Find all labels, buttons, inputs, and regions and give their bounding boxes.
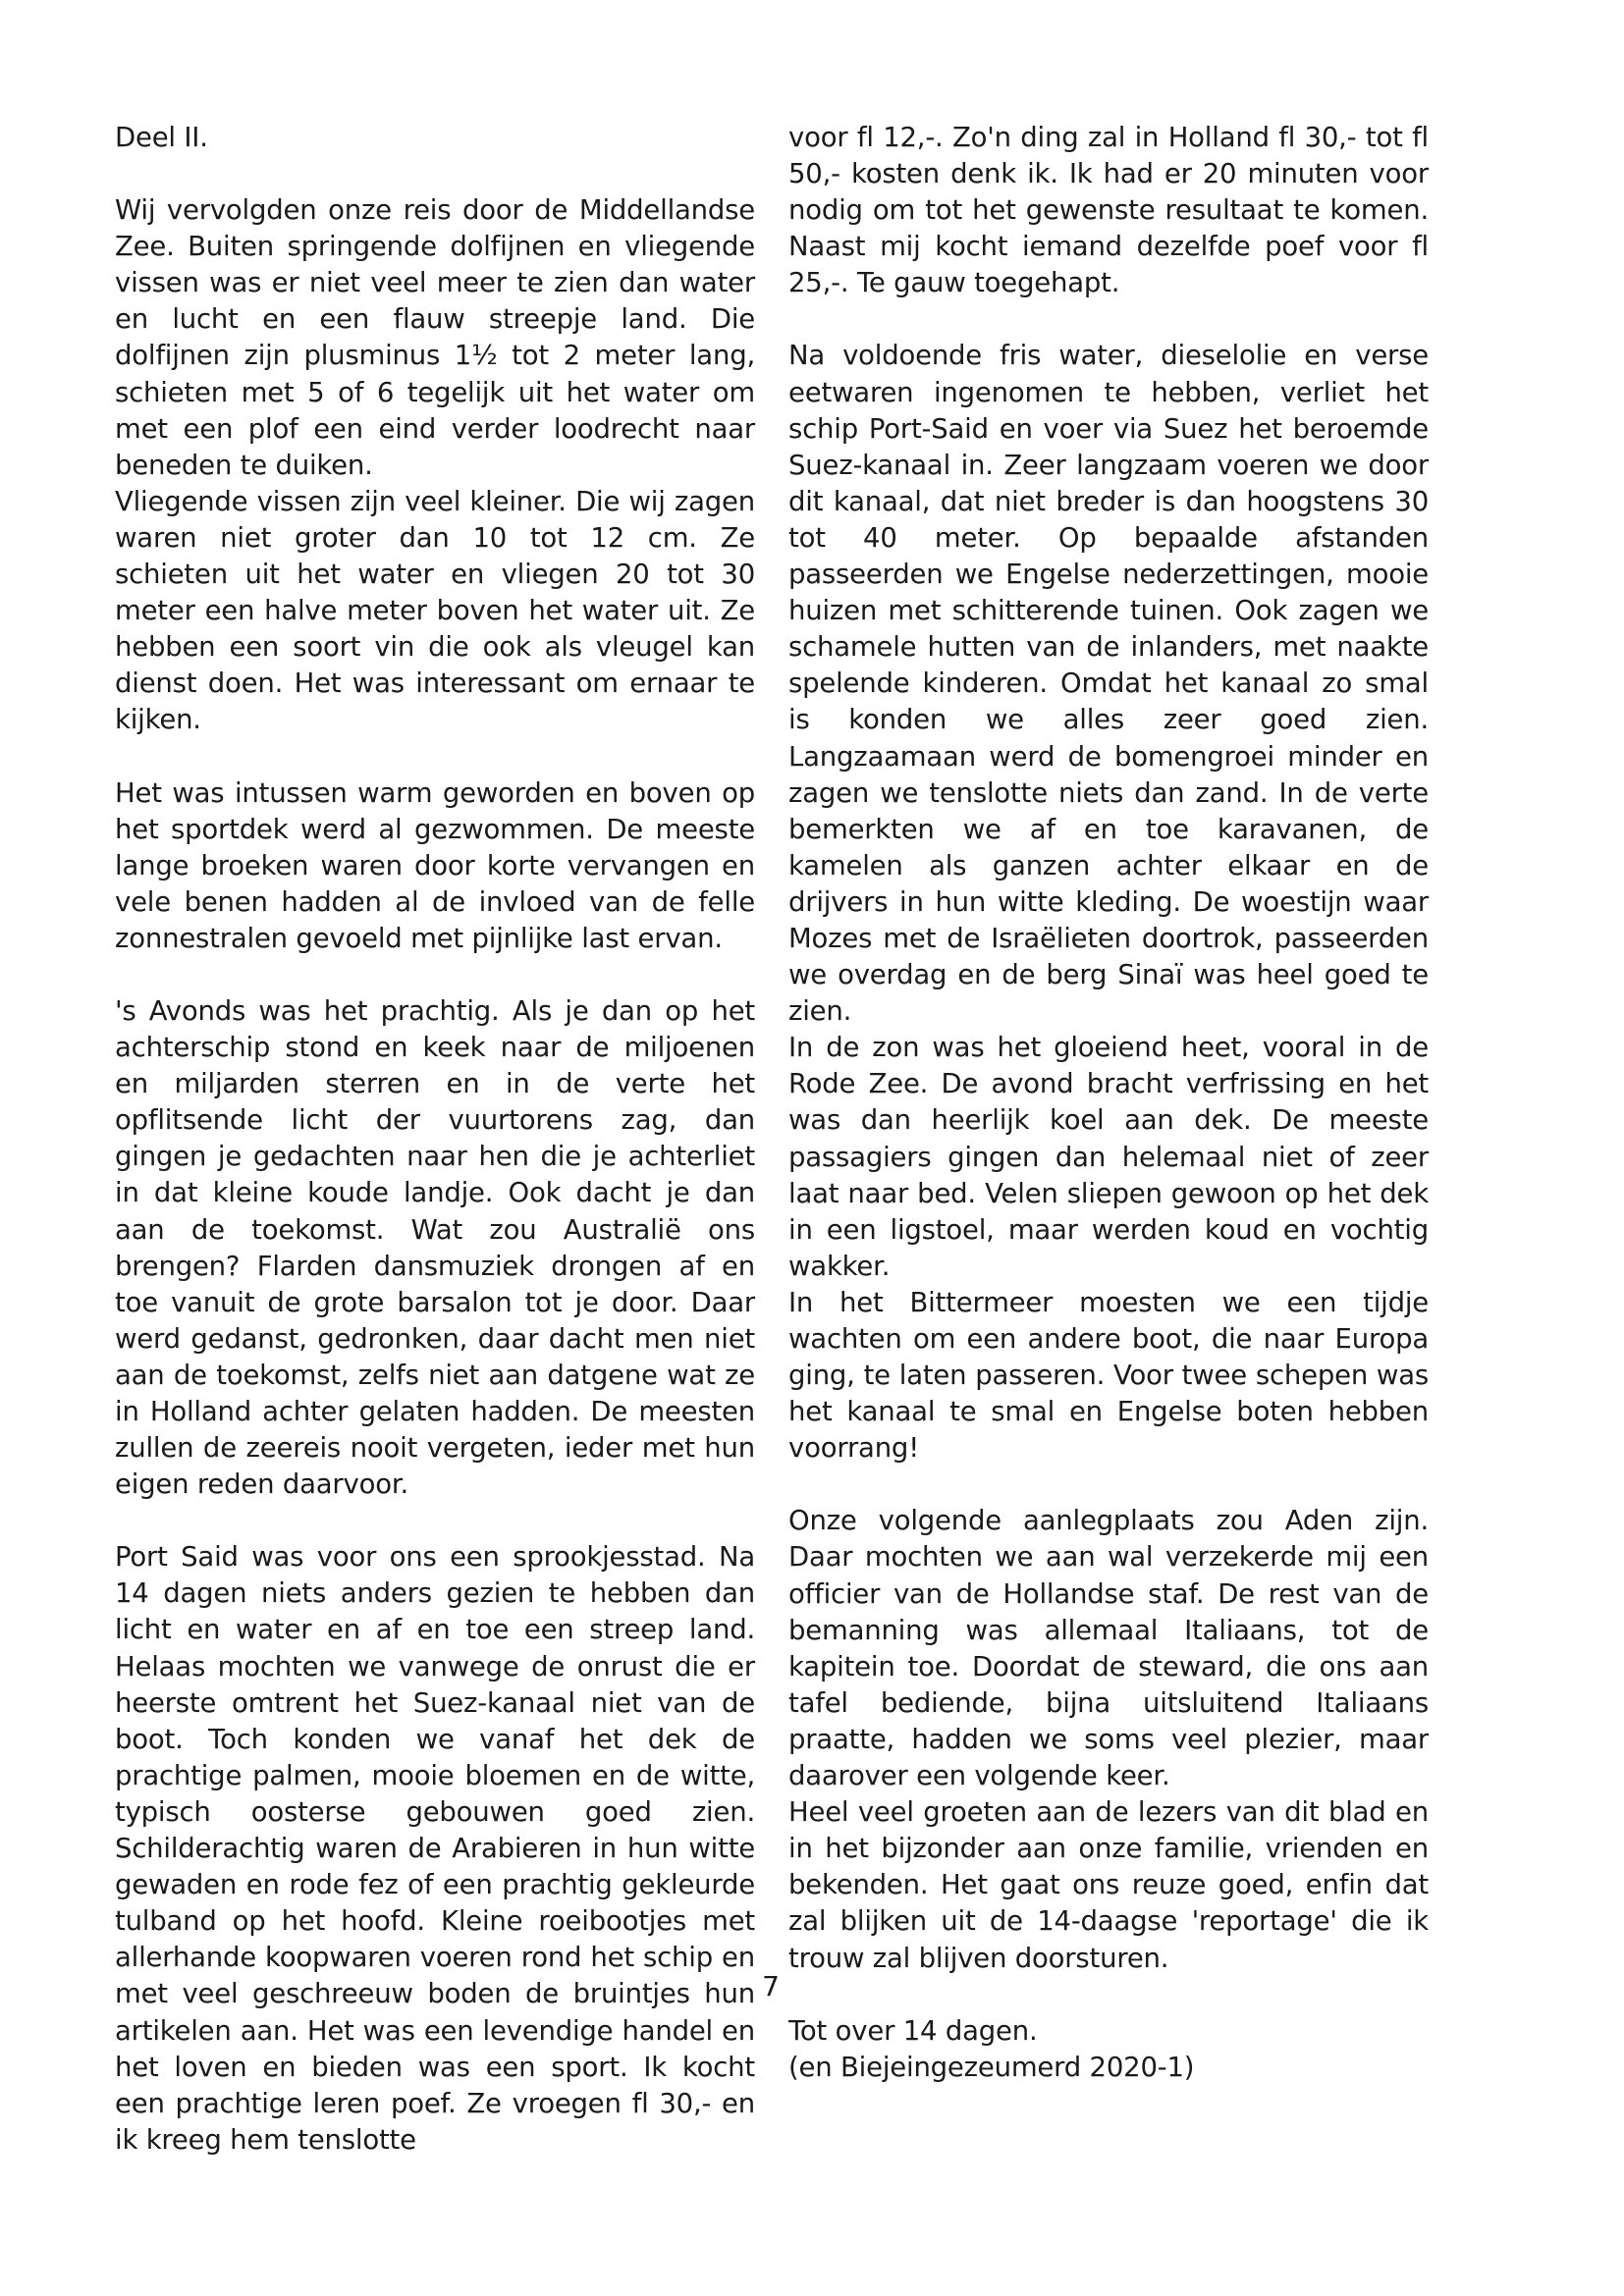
paragraph: (en Biejeingezeumerd 2020-1) <box>788 2051 1195 2083</box>
paragraph: 's Avonds was het prachtig. Als je dan op het achterschip stond en keek naar de miljoenen en miljarden sterren en in de verte het opflitsende licht der vuurtorens zag, dan gingen je gedachten naar hen die je achterliet in dat kleine koude landje. Ook dacht je dan aan de toekomst. Wat zou Australië ons brengen? Flarden dansmuziek drongen af en toe vanuit de grote barsalon tot je door. Daar werd gedanst, gedronken, daar dacht men niet aan de toekomst, zelfs niet aan datgene wat ze in Holland achter gelaten hadden. De meesten zullen de zeereis nooit vergeten, ieder met hun eigen reden daarvoor. <box>115 994 755 1501</box>
paragraph: Wij vervolgden onze reis door de Middellandse Zee. Buiten springende dolfijnen en vliegende vissen was er niet veel meer te zien dan water en lucht en een flauw streepje land. Die dolfijnen zijn plusminus 1½ tot 2 meter lang, schieten met 5 of 6 tegelijk uit het water om met een plof een eind verder loodrecht naar beneden te duiken. <box>115 194 755 481</box>
paragraph: Na voldoende fris water, dieselolie en verse eetwaren ingenomen te hebben, verliet het schip Port-Said en voer via Suez het beroemde Suez-kanaal in. Zeer langzaam voeren we door dit kanaal, dat niet breder is dan hoogstens 30 tot 40 meter. Op bepaalde afstanden passeerden we Engelse nederzettingen, mooie huizen met schitterende tuinen. Ook zagen we schamele hutten van de inlanders, met naakte spelende kinderen. Omdat het kanaal zo smal is konden we alles zeer goed zien. Langzaamaan werd de bomengroei minder en zagen we tenslotte niets dan zand. In de verte bemerkten we af en toe karavanen, de kamelen als ganzen achter elkaar en de drijvers in hun witte kleding. De woestijn waar Mozes met de Israëlieten doortrok, passeerden we overdag en de berg Sinaï was heel goed te zien. <box>788 340 1429 1028</box>
paragraph: In het Bittermeer moesten we een tijdje wachten om een andere boot, die naar Europa ging, te laten passeren. Voor twee schepen was het kanaal te smal en Engelse boten hebben voorrang! <box>788 1286 1429 1465</box>
paragraph: In de zon was het gloeiend heet, vooral in de Rode Zee. De avond bracht verfrissing en het was dan heerlijk koel aan dek. De meeste passagiers gingen dan helemaal niet of zeer laat naar bed. Velen sliepen gewoon op het dek in een ligstoel, maar werden koud en vochtig wakker. <box>788 1032 1429 1282</box>
paragraph: Tot over 14 dagen. <box>788 2014 1038 2047</box>
page-number: 7 <box>762 1970 780 2002</box>
right-text-column <box>788 120 1429 2086</box>
paragraph: Heel veel groeten aan de lezers van dit blad en in het bijzonder aan onze familie, vrienden en bekenden. Het gaat ons reuze goed, enfin dat zal blijken uit de 14-daagse 'reportage' die ik trouw zal blijven doorsturen. <box>788 1796 1429 1974</box>
paragraph: Vliegende vissen zijn veel kleiner. Die wij zagen waren niet groter dan 10 tot 12 cm. Ze schieten uit het water en vliegen 20 tot 30 meter een halve meter boven het water uit. Ze hebben een soort vin die ook als vleugel kan dienst doen. Het was interessant om ernaar te kijken. <box>115 485 755 736</box>
paragraph: Onze volgende aanlegplaats zou Aden zijn. Daar mochten we aan wal verzekerde mij een officier van de Hollandse staf. De rest van de bemanning was allemaal Italiaans, tot de kapitein toe. Doordat de steward, die ons aan tafel bediende, bijna uitsluitend Italiaans praatte, hadden we soms veel plezier, maar daarover een volgende keer. <box>788 1505 1429 1792</box>
paragraph: voor fl 12,-. Zo'n ding zal in Holland fl 30,- tot fl 50,- kosten denk ik. Ik had er 20 minuten voor nodig om tot het gewenste resultaat te komen. Naast mij kocht iemand dezelfde poef voor fl 25,-. Te gauw toegehapt. <box>788 122 1429 299</box>
paragraph: Het was intussen warm geworden en boven op het sportdek werd al gezwommen. De meeste lange broeken waren door korte vervangen en vele benen hadden al de invloed van de felle zonnestralen gevoeld met pijnlijke last ervan. <box>115 776 755 954</box>
left-text-column <box>115 120 755 2159</box>
paragraph: Port Said was voor ons een sprookjesstad. Na 14 dagen niets anders gezien te hebben dan licht en water en af en toe een streep land. Helaas mochten we vanwege de onrust die er heerste omtrent het Suez-kanaal niet van de boot. Toch konden we vanaf het dek de prachtige palmen, mooie bloemen en de witte, typisch oosterse gebouwen goed zien. Schilderachtig waren de Arabieren in hun witte gewaden en rode fez of een prachtig gekleurde tulband op het hoofd. Kleine roeibootjes met allerhande koopwaren voeren rond het schip en met veel geschreeuw boden de bruintjes hun artikelen aan. Het was een levendige handel en het loven en bieden was een sport. Ik kocht een prachtige leren poef. Ze vroegen fl 30,- en ik kreeg hem tenslotte <box>115 1541 755 2156</box>
paragraph: Deel II. <box>115 122 208 153</box>
